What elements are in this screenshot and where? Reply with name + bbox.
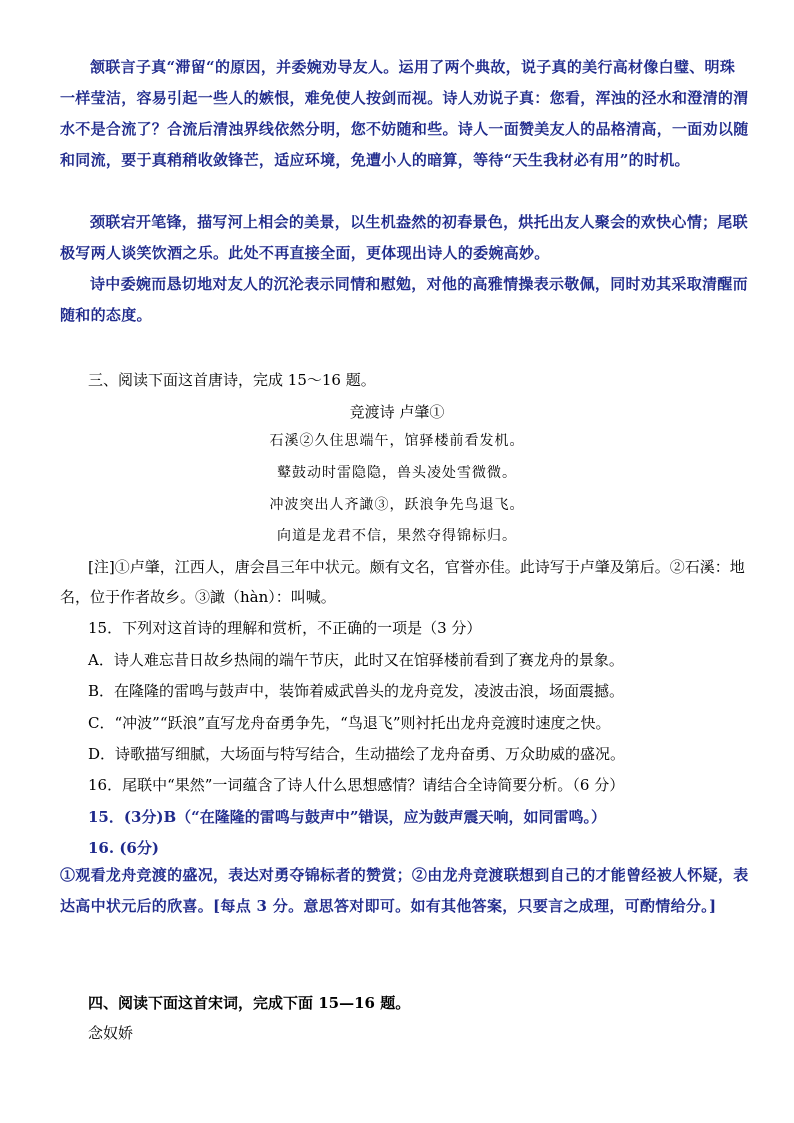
option-a: A．诗人难忘昔日故乡热闹的端午节庆，此时又在馆驿楼前看到了赛龙舟的景象。 <box>88 651 624 669</box>
option-b: B．在隆隆的雷鸣与鼓声中，装饰着威武兽头的龙舟竞发，凌波击浪，场面震撼。 <box>88 682 625 700</box>
analysis-paragraph-1: 颔联言子真“滞留“的原因，并委婉劝导友人。运用了两个典故，说子真的美行高材像白璧、明珠一样莹洁，容易引起一些人的嫉恨，难免使人按剑而视。诗人劝说子真：您看，浑浊的泾水和澄清的渭水不是合流了？合流后清浊界线依然分明，您不妨随和些。诗人一面赞美友人的品格清高，一面劝以随和同流，要于真稍稍收敛锋芒，适应环境，免遭小人的暗算，等待“天生我材必有用”的时机。 <box>60 58 749 169</box>
option-c: C．“冲波”“跃浪”直写龙舟奋勇争先，“鸟退飞”则衬托出龙舟竞渡时速度之快。 <box>88 714 611 732</box>
poem-line-3: 冲波突出人齐譀③，跃浪争先鸟退飞。 <box>269 497 525 513</box>
question-15: 15．下列对这首诗的理解和赏析，不正确的一项是（3 分） <box>88 619 482 637</box>
option-d: D．诗歌描写细腻，大场面与特写结合，生动描绘了龙舟奋勇、万众助威的盛况。 <box>88 745 626 763</box>
analysis-paragraph-2: 颈联宕开笔锋，描写河上相会的美景，以生机盎然的初春景色，烘托出友人聚会的欢快心情；尾联极写两人谈笑饮酒之乐。此处不再直接全面，更体现出诗人的委婉高妙。 <box>60 213 748 262</box>
question-16: 16．尾联中“果然”一词蕴含了诗人什么思想感情？请结合全诗简要分析。（6 分） <box>88 776 625 794</box>
section4-heading: 四、阅读下面这首宋词，完成下面 15—16 题。 <box>88 994 411 1012</box>
poem-line-4: 向道是龙君不信，果然夺得锦标归。 <box>277 528 517 544</box>
answer-16: ①观看龙舟竞渡的盛况，表达对勇夺锦标者的赞赏；②由龙舟竞渡联想到自己的才能曾经被人怀疑，表达高中状元后的欣喜。[每点 3 分。意思答对即可。如有其他答案，只要言之成理，可酌情给分。] <box>60 866 749 915</box>
poem-note: [注]①卢肇，江西人，唐会昌三年中状元。颇有文名，官誉亦佳。此诗写于卢肇及第后。②石溪：地 名，位于作者故乡。③譀（hàn）：叫喊。 <box>60 558 745 606</box>
poem-line-1: 石溪②久住思端午，馆驿楼前看发机。 <box>269 433 525 449</box>
analysis-paragraph-3: 诗中委婉而恳切地对友人的沉沦表示同情和慰勉，对他的高雅情操表示敬佩，同时劝其采取清醒而随和的态度。 <box>60 275 748 324</box>
answer-16-heading: 16. (6分) <box>88 839 159 857</box>
poem-line-2: 鼙鼓动时雷隐隐，兽头凌处雪微微。 <box>277 465 517 481</box>
answer-15: 15．(3分)B（“在隆隆的雷鸣与鼓声中”错误，应为鼓声震天响，如同雷鸣。） <box>88 808 606 826</box>
section3-heading: 三、阅读下面这首唐诗，完成 15～16 题。 <box>88 371 376 389</box>
section4-poem-title: 念奴娇 <box>88 1024 134 1042</box>
poem-title: 竞渡诗 卢肇① <box>349 403 445 421</box>
